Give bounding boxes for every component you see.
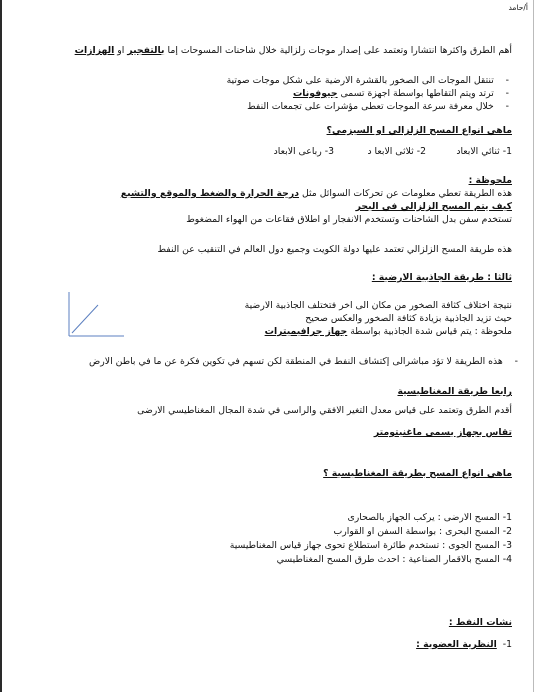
term-gravimeter: جهاز جرافيميترات: [264, 326, 348, 337]
bullet-item-2-text: ترتد ويتم التقاطها بواسطة اجهزة تسمى: [337, 88, 494, 99]
gravity-line-3: [265, 326, 512, 338]
note-lead: هذه الطريقة تعطي معلومات عن تحركات السوائل مثل: [298, 188, 512, 199]
magnetic-types-heading: ماهي انواع المسح بطريقة المغناطيسية ؟: [323, 468, 512, 479]
magnetic-text: أقدم الطرق وتعتمد على قياس معدل التغير الافقي والراسى في شدة المجال المغناطيسي الارضى: [137, 405, 512, 416]
bullet-item-1: - تنتقل الموجات الى الصخور بالقشرة الارضية على شكل موجات صوتية: [226, 75, 509, 86]
organic-theory-number: 1-: [502, 639, 512, 650]
gravity-heading: ثالثا : طريقة الجاذبية الارضية :: [371, 272, 512, 283]
page-left-edge: [0, 0, 2, 692]
term-vibrators: الهزازات: [74, 45, 115, 56]
magnetic-device: تقاس بجهاز يسمى ماغنيتومتر: [373, 427, 512, 438]
gravity-bullet: - هذه الطريقة لا تؤد مباشرالى إكتشاف النفط في المنطقة لكن تسهم في تكوين فكرة عن ما في باطن الارض: [89, 356, 518, 367]
kuwait-text: هذه طريقة المسح الزلزالي تعتمد عليها دولة الكويت وجميع دول العالم في التنقيب عن النفط: [157, 244, 512, 255]
magnetic-type-2: 2- المسح البحرى : بواسطة السفن او القوارب: [333, 526, 512, 537]
bullet-item-3: - خلال معرفة سرعة الموجات تعطى مؤشرات على تجمعات النفط: [247, 101, 509, 112]
magnetic-type-1: 1- المسح الارضى : يركب الجهاز بالصحارى: [347, 512, 512, 523]
bullet-item-1-text: تنتقل الموجات الى الصخور بالقشرة الارضية على شكل موجات صوتية: [226, 75, 494, 86]
seismic-option-3: 3- رباعى الابعاد: [273, 146, 334, 157]
diagram-diagonal-line: [72, 305, 98, 333]
intro-paragraph: [75, 45, 512, 57]
gravity-diagram: [66, 290, 126, 338]
intro-connector: او: [114, 45, 128, 56]
marine-text: تستخدم سفن بدل الشاحنات وتستخدم الانفجار او اطلاق فقاعات من الهواء المضغوط: [186, 214, 512, 225]
organic-theory-heading: النظرية العضوية :: [416, 639, 497, 650]
magnetic-heading: رابعا طريقة المغناطيسية: [397, 386, 512, 397]
magnetic-type-3: 3- المسح الجوى : تستخدم طائرة استطلاع تحوى جهاز قياس المغناطيسية: [229, 540, 512, 551]
seismic-option-1: 1- ثنائي الابعاد: [456, 146, 512, 157]
seismic-types-heading: ماهي انواع المسح الزلزالي او السيزمي؟: [326, 125, 512, 136]
marine-heading: كيف يتم المسح الزلزالي في البحر: [355, 201, 512, 212]
bullet-item-2: - ترتد ويتم التقاطها بواسطة اجهزة تسمى جيوفونات: [292, 88, 509, 99]
gravity-line-2: حيث تزيد الجاذبية بزيادة كثافة الصخور والعكس صحيح: [305, 313, 512, 324]
oil-origin-heading: نشات النفط :: [448, 617, 512, 628]
organic-theory: [416, 639, 512, 651]
author-note: أ/حامد: [508, 3, 528, 12]
intro-lead: أهم الطرق واكثرها انتشارا وتعتمد على إصدار موجات زلزالية خلال شاحنات المسوحات إما: [164, 45, 512, 56]
term-blasting: بالتفجير: [127, 45, 165, 56]
bullet-item-3-text: خلال معرفة سرعة الموجات تعطى مؤشرات على تجمعات النفط: [247, 101, 494, 112]
term-geophones: جيوفونات: [292, 88, 338, 99]
gravity-note-lead: ملحوظة : يتم قياس شدة الجاذبية بواسطة: [347, 326, 512, 337]
note-text: [121, 188, 512, 200]
note-term: درجة الحرارة والضغط والموقع والتشبع: [120, 188, 299, 199]
note-heading: ملحوظة :: [468, 175, 512, 186]
gravity-line-1: نتيجة اختلاف كثافة الصخور من مكان الى اخر فتختلف الجاذبية الارضية: [244, 300, 512, 311]
seismic-option-2: 2- ثلاثى الابعا د: [367, 146, 426, 157]
gravity-bullet-text: هذه الطريقة لا تؤد مباشرالى إكتشاف النفط في المنطقة لكن تسهم في تكوين فكرة عن ما في باطن الارض: [89, 356, 503, 367]
magnetic-type-4: 4- المسح بالاقمار الصناعية : احدث طرق المسح المغناطيسي: [276, 554, 512, 565]
